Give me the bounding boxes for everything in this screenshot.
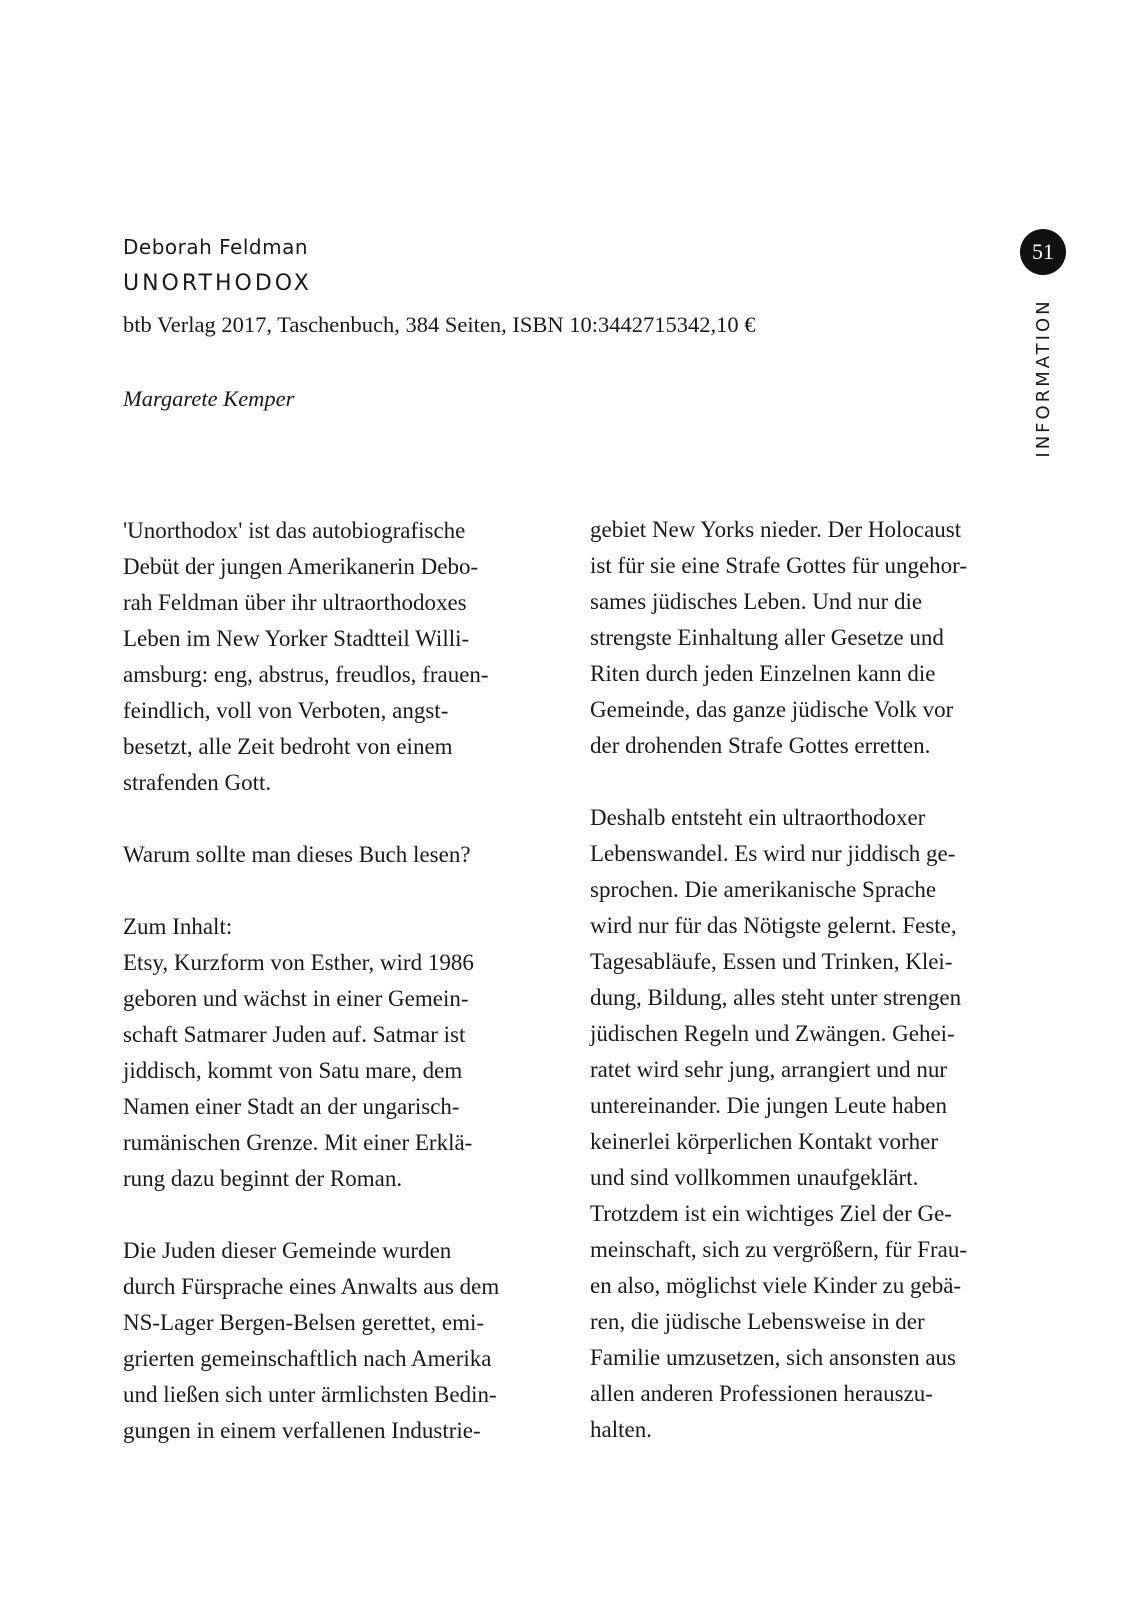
text-line: durch Fürsprache eines Anwalts aus dem <box>123 1274 500 1299</box>
text-line: sprochen. Die amerikanische Sprache <box>590 877 937 902</box>
text-line: jiddisch, kommt von Satu mare, dem <box>123 1058 463 1083</box>
right-text-column <box>590 512 1010 1448</box>
text-line: Debüt der jungen Amerikanerin Debo- <box>123 554 479 579</box>
text-line: besetzt, alle Zeit bedroht von einem <box>123 734 453 759</box>
text-line: en also, möglichst viele Kinder zu gebä- <box>590 1273 962 1298</box>
text-line: amsburg: eng, abstrus, freudlos, frauen- <box>123 662 489 687</box>
left-text-column <box>123 513 543 1449</box>
paragraph-question <box>123 837 543 873</box>
text-line: ren, die jüdische Lebensweise in der <box>590 1309 925 1334</box>
text-line: gungen in einem verfallenen Industrie- <box>123 1418 481 1443</box>
book-author: Deborah Feldman <box>123 235 309 259</box>
text-line: Riten durch jeden Einzelnen kann die <box>590 661 936 686</box>
text-line: ratet wird sehr jung, arrangiert und nur <box>590 1057 948 1082</box>
text-line: NS-Lager Bergen-Belsen gerettet, emi- <box>123 1310 485 1335</box>
text-line: keinerlei körperlichen Kontakt vorher <box>590 1129 939 1154</box>
text-line: der drohenden Strafe Gottes erretten. <box>590 733 931 758</box>
text-line: Lebenswandel. Es wird nur jiddisch ge- <box>590 841 956 866</box>
text-line: 'Unorthodox' ist das autobiografische <box>123 518 466 543</box>
text-line: Deshalb entsteht ein ultraorthodoxer <box>590 805 926 830</box>
paragraph-history <box>123 1233 543 1449</box>
text-line: Namen einer Stadt an der ungarisch- <box>123 1094 460 1119</box>
text-line: Gemeinde, das ganze jüdische Volk vor <box>590 697 954 722</box>
text-line: dung, Bildung, alles steht unter strengen <box>590 985 962 1010</box>
paragraph-lifestyle <box>590 800 1010 1448</box>
text-line: jüdischen Regeln und Zwängen. Gehei- <box>590 1021 955 1046</box>
page-number-badge: 51 <box>1020 229 1066 275</box>
text-line: schaft Satmarer Juden auf. Satmar ist <box>123 1022 466 1047</box>
text-line: Familie umzusetzen, sich ansonsten aus <box>590 1345 957 1370</box>
text-line: Leben im New Yorker Stadtteil Willi- <box>123 626 470 651</box>
text-line: grierten gemeinschaftlich nach Amerika <box>123 1346 492 1371</box>
text-line: wird nur für das Nötigste gelernt. Feste, <box>590 913 957 938</box>
text-line: Etsy, Kurzform von Esther, wird 1986 <box>123 950 474 975</box>
text-line: feindlich, voll von Verboten, angst- <box>123 698 449 723</box>
publication-details: btb Verlag 2017, Taschenbuch, 384 Seiten, ISBN 10:3442715342,10 € <box>123 312 756 337</box>
text-line: gebiet New Yorks nieder. Der Holocaust <box>590 517 962 542</box>
text-line: meinschaft, sich zu vergrößern, für Frau- <box>590 1237 968 1262</box>
text-line: untereinander. Die jungen Leute haben <box>590 1093 947 1118</box>
paragraph-holocaust <box>590 512 1010 764</box>
text-line: rah Feldman über ihr ultraorthodoxes <box>123 590 467 615</box>
text-line: halten. <box>590 1417 652 1442</box>
text-line: geboren und wächst in einer Gemein- <box>123 986 469 1011</box>
text-line: ist für sie eine Strafe Gottes für ungehor- <box>590 553 968 578</box>
text-line: strafenden Gott. <box>123 770 272 795</box>
text-line: Tagesabläufe, Essen und Trinken, Klei- <box>590 949 953 974</box>
reviewer-name: Margarete Kemper <box>123 386 295 411</box>
text-line: Zum Inhalt: <box>123 914 233 939</box>
section-label: INFORMATION <box>1033 298 1054 458</box>
text-line: Trotzdem ist ein wichtiges Ziel der Ge- <box>590 1201 952 1226</box>
text-line: Die Juden dieser Gemeinde wurden <box>123 1238 452 1263</box>
text-line: rung dazu beginnt der Roman. <box>123 1166 403 1191</box>
text-line: Warum sollte man dieses Buch lesen? <box>123 842 471 867</box>
book-title: UNORTHODOX <box>123 271 312 296</box>
text-line: und sind vollkommen unaufgeklärt. <box>590 1165 919 1190</box>
text-line: strengste Einhaltung aller Gesetze und <box>590 625 944 650</box>
text-line: sames jüdisches Leben. Und nur die <box>590 589 923 614</box>
text-line: rumänischen Grenze. Mit einer Erklä- <box>123 1130 473 1155</box>
paragraph-content <box>123 909 543 1197</box>
text-line: allen anderen Professionen herauszu- <box>590 1381 933 1406</box>
text-line: und ließen sich unter ärmlichsten Bedin- <box>123 1382 497 1407</box>
paragraph-intro <box>123 513 543 801</box>
